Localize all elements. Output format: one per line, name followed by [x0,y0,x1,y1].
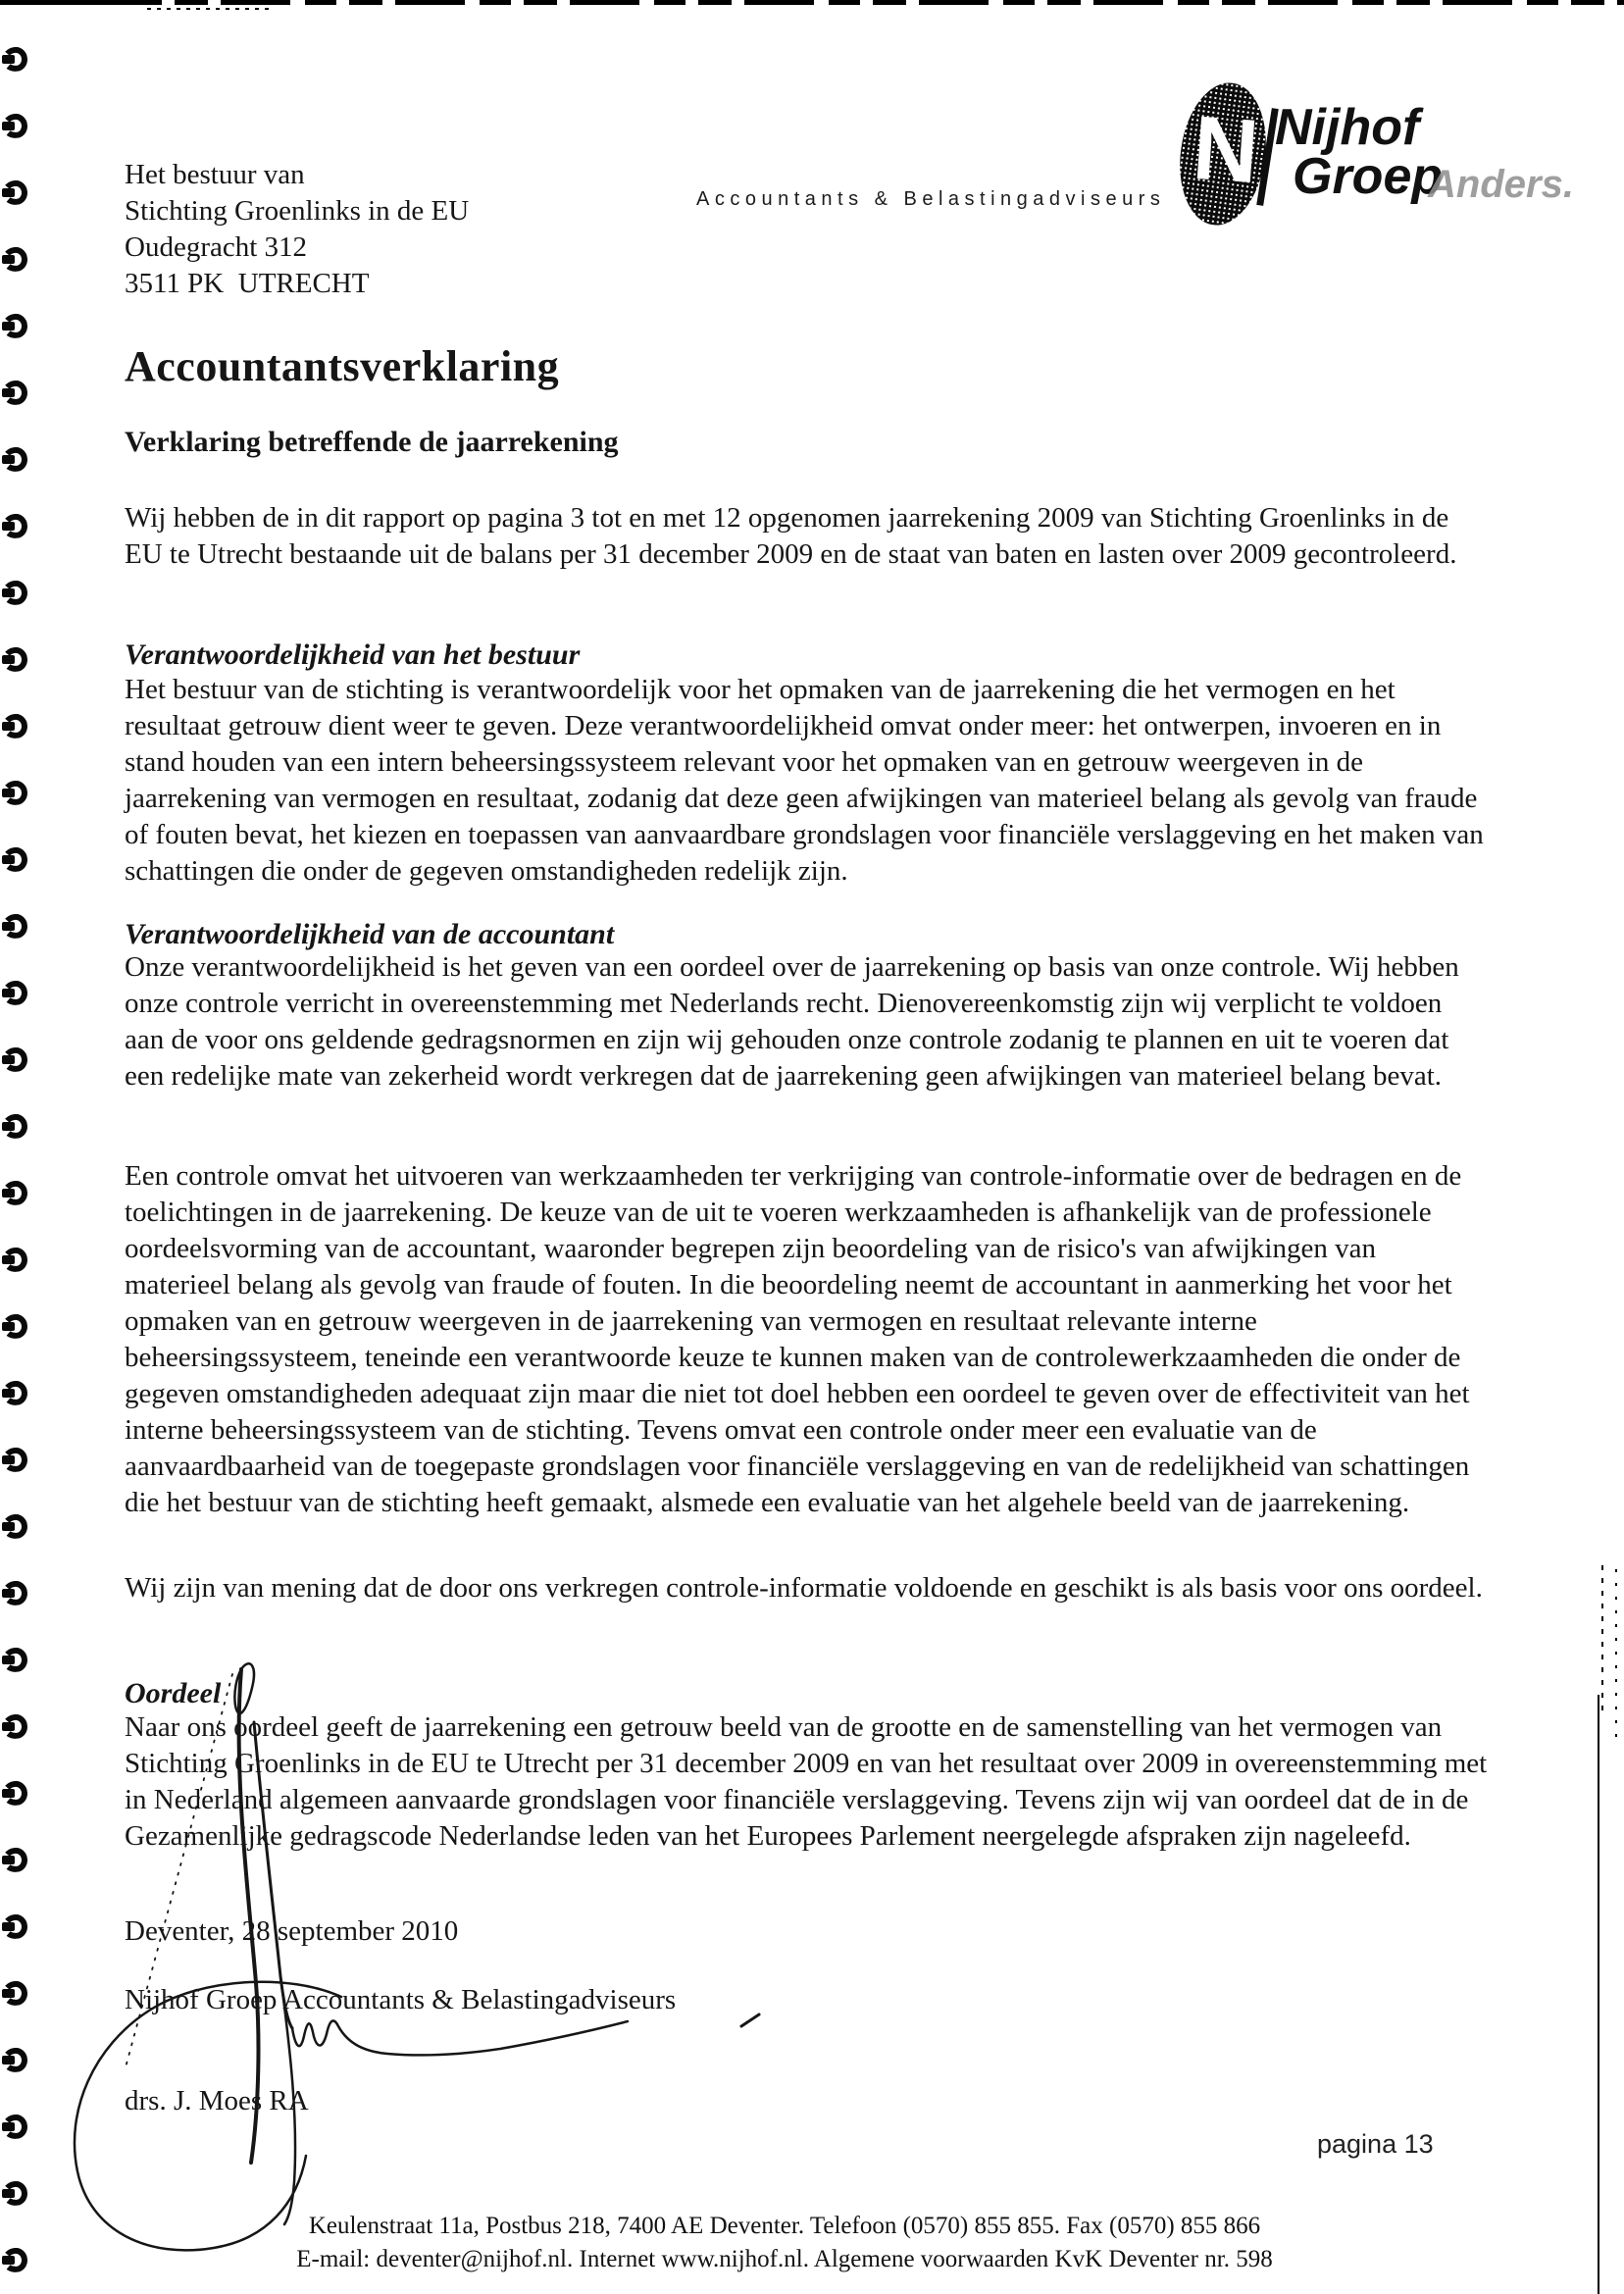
date-line: Deventer, 28 september 2010 [125,1915,459,1947]
logo-brand-name: Nijhof [1275,99,1420,156]
scan-edge-right-dashes [1601,1565,1603,1712]
scan-edge-top-dashes [147,8,275,10]
section-heading-oordeel: Oordeel [125,1677,222,1709]
recipient-line: 3511 PK UTRECHT [125,268,370,299]
footer-contact [275,2210,1294,2276]
paragraph-oordeel: Naar ons oordeel geeft de jaarrekening een getrouw beeld van de grootte en de samenstelling van het vermogen van Stichting Groenlinks in de EU te Utrecht per 31 december 2009 en van het resultaat over 2009 in overeenstemming met in Nederland algemeen aanvaarde grondslagen voor financiële verslaggeving. Tevens zijn wij van oordeel dat de in de Gezamenlijke gedragscode Nederlandse leden van het Europees Parlement neergelegde afspraken zijn nageleefd. [125,1711,1488,1852]
paragraph-intro: Wij hebben de in dit rapport op pagina 3 tot en met 12 opgenomen jaarrekening 2009 van Stichting Groenlinks in de EU te Utrecht bestaande uit de balans per 31 december 2009 en de staat van baten en lasten over 2009 gecontroleerd. [125,502,1457,570]
letterhead-tagline: Accountants & Belastingadviseurs [696,188,1166,210]
logo-brand-name-2: Groep [1293,148,1444,205]
paragraph-mening: Wij zijn van mening dat de door ons verkregen controle-informatie voldoende en geschikt is als basis voor ons oordeel. [125,1572,1483,1604]
document-title: Accountantsverklaring [125,342,560,390]
scan-edge-right [1598,1695,1599,2294]
section-heading-bestuur: Verantwoordelijkheid van het bestuur [125,638,581,671]
signatory-name: drs. J. Moes RA [125,2085,309,2116]
logo-slogan: Anders. [1428,163,1574,206]
recipient-line: Oudegracht 312 [125,231,308,263]
paragraph-controle: Een controle omvat het uitvoeren van werkzaamheden ter verkrijging van controle-informatie over de bedragen en de toelichtingen in de jaarrekening. De keuze van de uit te voeren werkzaamheden is afhankelijk van de professionele oordeelsvorming van de accountant, waaronder begrepen zijn beoordeling van de risico's van afwijkingen van materieel belang als gevolg van fraude of fouten. In die beoordeling neemt de accountant in aanmerking het voor het opmaken van en getrouw weergeven in de jaarrekening van vermogen en resultaat relevante interne beheersingssysteem, teneinde een verantwoorde keuze te kunnen maken van de controlewerkzaamheden die onder de gegeven omstandigheden adequaat zijn maar die niet tot doel hebben een oordeel te geven over de effectiviteit van het interne beheersingssysteem van de stichting. Tevens omvat een controle onder meer een evaluatie van de aanvaardbaarheid van de toegepaste grondslagen voor financiële verslaggeving en van de redelijkheid van schattingen die het bestuur van de stichting heeft gemaakt, alsmede een evaluatie van het algehele beeld van de jaarrekening. [125,1160,1470,1518]
paragraph-accountant: Onze verantwoordelijkheid is het geven van een oordeel over de jaarrekening op basis van onze controle. Wij hebben onze controle verricht in overeenstemming met Nederlands recht. Dienovereenkomstig zijn wij verplicht te voldoen aan de voor ons geldende gedragsnormen en zijn wij gehouden onze controle zodanig te plannen en uit te voeren dat een redelijke mate van zekerheid wordt verkregen dat de jaarrekening geen afwijkingen van materieel belang bevat. [125,951,1459,1092]
recipient-address [125,157,469,302]
firm-name-line: Nijhof Groep Accountants & Belastingadviseurs [125,1984,677,2015]
paragraph-bestuur: Het bestuur van de stichting is verantwoordelijk voor het opmaken van de jaarrekening die het vermogen en het resultaat getrouw dient weer te geven. Deze verantwoordelijkheid omvat onder meer: het ontwerpen, invoeren en in stand houden van een intern beheersingssysteem relevant voor het opmaken van en getrouw weergeven in de jaarrekening van vermogen en resultaat, zodanig dat deze geen afwijkingen van materieel belang als gevolg van fraude of fouten bevat, het kiezen en toepassen van aanvaardbare grondslagen voor financiële verslaggeving en het maken van schattingen die onder de gegeven omstandigheden redelijk zijn. [125,674,1484,887]
footer-line-email: E-mail: deventer@nijhof.nl. Internet www.nijhof.nl. Algemene voorwaarden KvK Deventer nr. 598 [296,2246,1273,2272]
recipient-line: Stichting Groenlinks in de EU [125,195,470,227]
logo-n-letter: N [1190,97,1262,203]
footer-line-address: Keulenstraat 11a, Postbus 218, 7400 AE Deventer. Telefoon (0570) 855 855. Fax (0570) 855 866 [308,2213,1261,2239]
scan-edge-right-dashes-2 [1615,1569,1617,1741]
nijhof-groep-logo [1177,78,1574,235]
section-heading-accountant: Verantwoordelijkheid van de accountant [125,918,615,950]
document-subtitle: Verklaring betreffende de jaarrekening [125,426,619,458]
scan-edge-top [0,0,1624,5]
recipient-line: Het bestuur van [125,159,305,190]
page-number: pagina 13 [1317,2129,1434,2159]
